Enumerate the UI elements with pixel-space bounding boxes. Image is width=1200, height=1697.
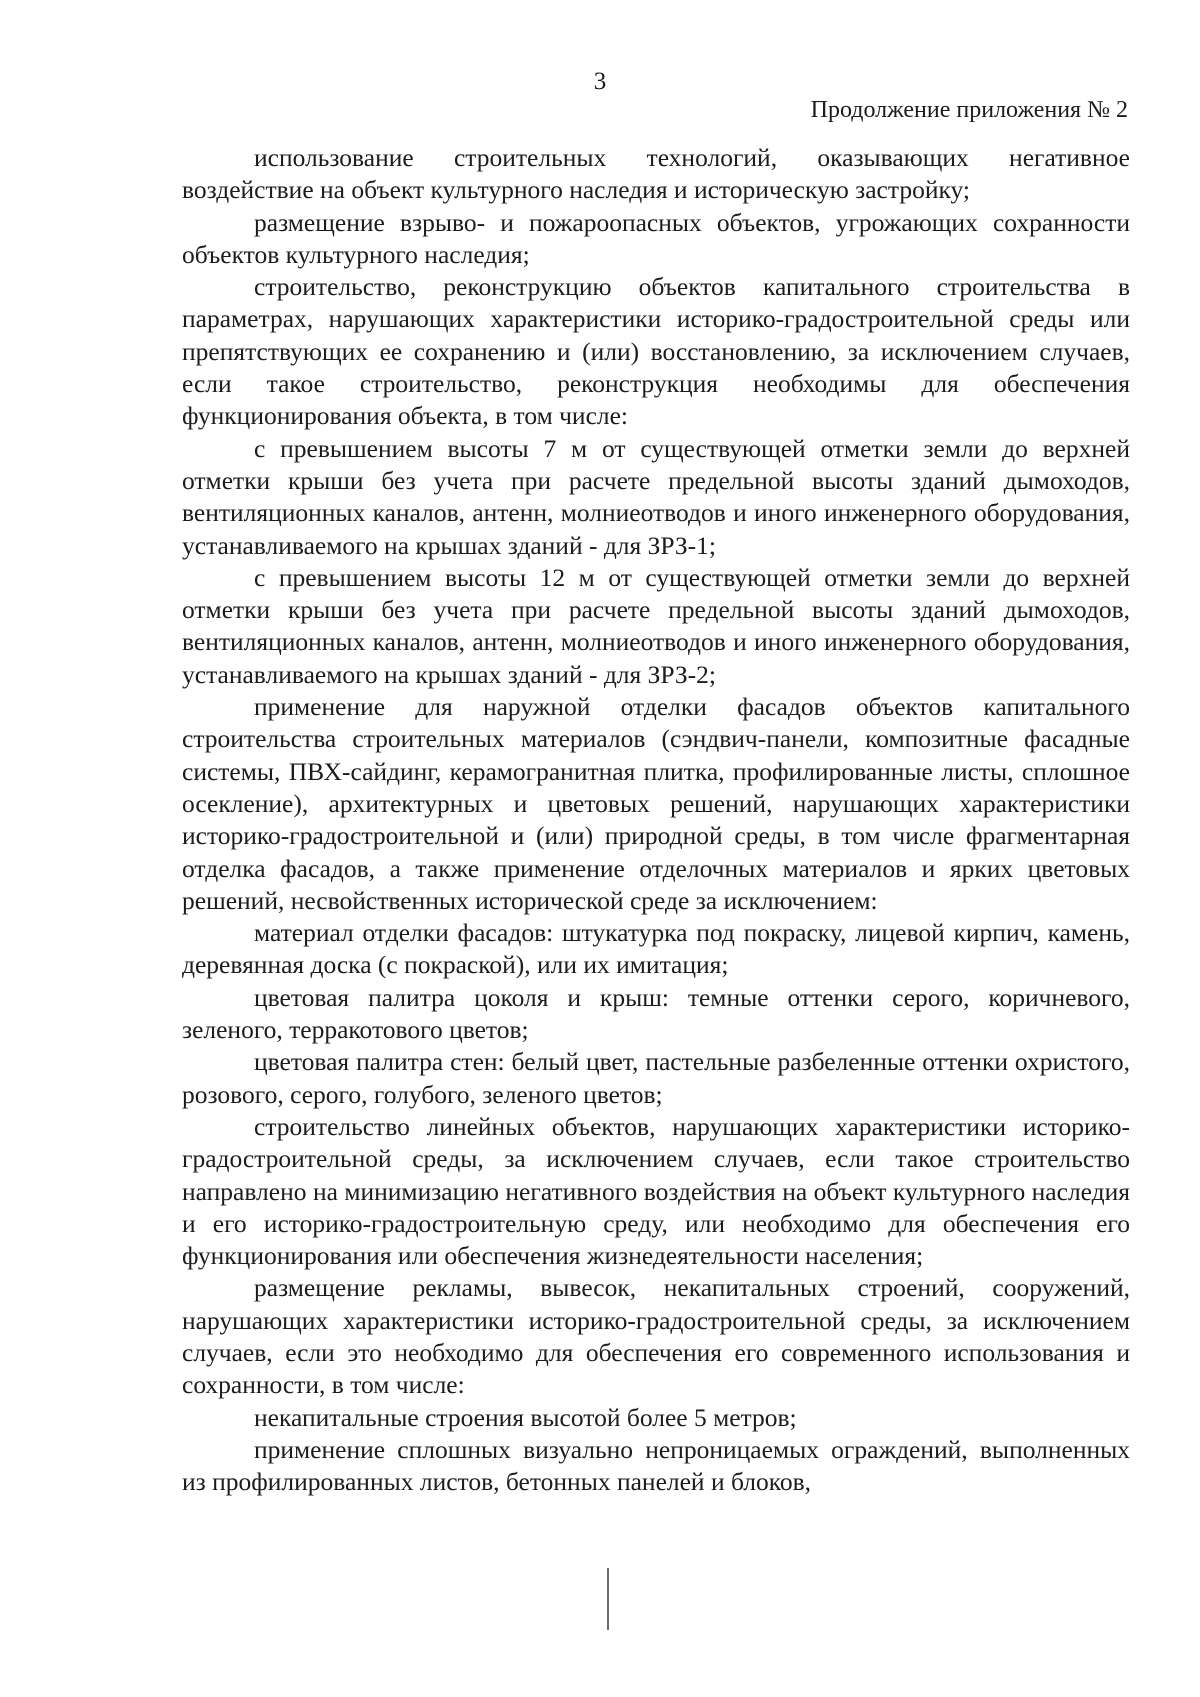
document-body: [182, 142, 1130, 1498]
appendix-note: Продолжение приложения № 2: [810, 97, 1128, 123]
paragraph-7: материал отделки фасадов: штукатурка под покраску, лицевой кирпич, камень, деревянная доска (с покраской), или их имитация;: [182, 918, 1130, 980]
paragraph-5: с превышением высоты 12 м от существующей отметки земли до верхней отметки крыши без учета при расчете предельной высоты зданий дымоходов, вентиляционных каналов, антенн, молниеотводов и иного инженерного оборудования, устанавливаемого на крышах зданий - для ЗРЗ-2;: [182, 562, 1130, 689]
paragraph-4: с превышением высоты 7 м от существующей отметки земли до верхней отметки крыши без учета при расчете предельной высоты зданий дымоходов, вентиляционных каналов, антенн, молниеотводов и иного инженерного оборудования, устанавливаемого на крышах зданий - для ЗРЗ-1;: [182, 433, 1130, 560]
paragraph-10: строительство линейных объектов, нарушающих характеристики историко-градостроительной среды, за исключением случаев, если такое строительство направлено на минимизацию негативного воздействия на объект культурного наследия и его историко-градостроительную среду, или необходимо для обеспечения его функционирования или обеспечения жизнедеятельности населения;: [182, 1111, 1130, 1271]
paragraph-2: размещение взрыво- и пожароопасных объектов, угрожающих сохранности объектов культурного наследия;: [182, 207, 1130, 269]
paragraph-11: размещение рекламы, вывесок, некапитальных строений, сооружений, нарушающих характеристики историко-градостроительной среды, за исключением случаев, если это необходимо для обеспечения его современного использования и сохранности, в том числе:: [182, 1273, 1130, 1400]
paragraph-8: цветовая палитра цоколя и крыш: темные оттенки серого, коричневого, зеленого, терракотового цветов;: [182, 982, 1130, 1045]
paragraph-13: применение сплошных визуально непроницаемых ограждений, выполненных из профилированных листов, бетонных панелей и блоков,: [182, 1434, 1130, 1497]
paragraph-1: использование строительных технологий, оказывающих негативное воздействие на объект культурного наследия и историческую застройку;: [182, 143, 1130, 205]
paragraph-9: цветовая палитра стен: белый цвет, пастельные разбеленные оттенки охристого, розового, серого, голубого, зеленого цветов;: [182, 1047, 1130, 1109]
scan-artifact-line: [607, 1568, 609, 1630]
paragraph-12: некапитальные строения высотой более 5 метров;: [254, 1402, 797, 1432]
paragraph-6: применение для наружной отделки фасадов объектов капитального строительства строительных материалов (сэндвич-панели, композитные фасадные системы, ПВХ-сайдинг, керамогранитная плитка, профилированные листы, сплошное осекление), архитектурных и цветовых решений, нарушающих характеристики историко-градостроительной и (или) природной среды, в том числе фрагментарная отделка фасадов, а также применение отделочных материалов и ярких цветовых решений, несвойственных исторической среде за исключением:: [182, 692, 1130, 915]
paragraph-3: строительство, реконструкцию объектов капитального строительства в параметрах, нарушающих характеристики историко-градостроительной среды или препятствующих ее сохранению и (или) восстановлению, за исключением случаев, если такое строительство, реконструкция необходимы для обеспечения функционирования объекта, в том числе:: [182, 272, 1130, 431]
page-number: 3: [593, 68, 607, 95]
